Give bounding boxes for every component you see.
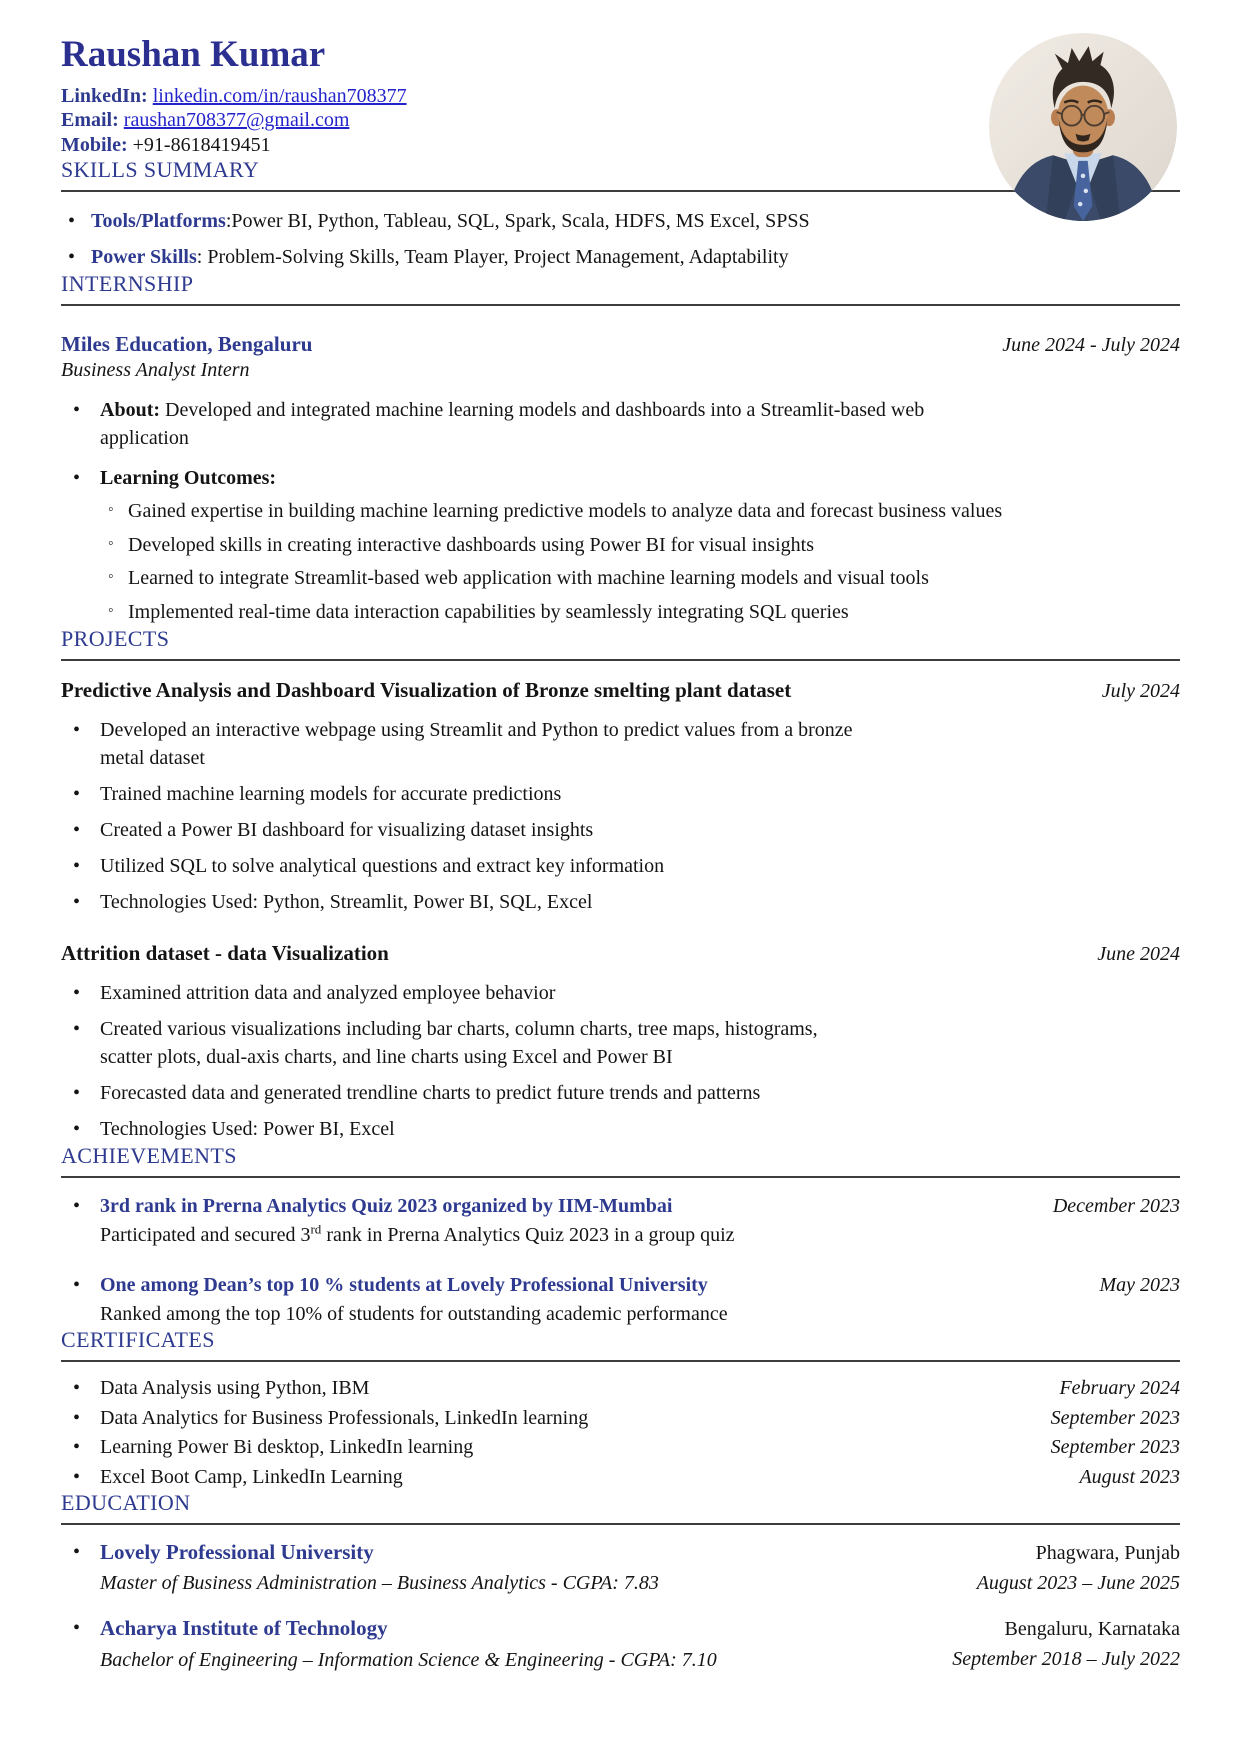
education-2-right [952, 1615, 1180, 1673]
achievement-1-desc-pre: Participated and secured 3 [100, 1223, 311, 1246]
education-item [61, 1538, 1180, 1597]
internship-outcomes-label: Learning Outcomes: [100, 467, 277, 490]
skills-item-power [61, 243, 1180, 271]
internship-about [61, 396, 1180, 452]
outcome-item: ◦ Learned to integrate Streamlit-based web application with machine learning models and visual tools [61, 564, 1180, 592]
education-2-degree: Bachelor of Engineering – Information Science & Engineering - CGPA: 7.10 [100, 1648, 717, 1671]
section-heading-certificates: CERTIFICATES [61, 1326, 215, 1352]
certificate-item [61, 1376, 1180, 1401]
achievement-2-header-row [100, 1271, 1180, 1299]
achievement-2-description [100, 1301, 1180, 1327]
project-1-header-row [61, 678, 1180, 703]
education-1-location: Phagwara, Punjab [1035, 1542, 1180, 1565]
certificate-3-date: September 2023 [1050, 1436, 1180, 1459]
section-divider-achievements [61, 1176, 1180, 1178]
certificate-1-date: February 2024 [1059, 1376, 1180, 1399]
project-1-title: Predictive Analysis and Dashboard Visualization of Bronze smelting plant dataset [61, 677, 792, 702]
certificate-item [61, 1435, 1180, 1460]
education-1-row [100, 1538, 1180, 1597]
mobile-label: Mobile: [61, 133, 128, 156]
education-2-location: Bengaluru, Karnataka [1004, 1618, 1180, 1641]
internship-outcomes-header [61, 464, 1180, 492]
certificate-item [61, 1406, 1180, 1431]
education-1-left [100, 1538, 659, 1597]
email-label: Email: [61, 109, 119, 132]
education-1-school: • Lovely Professional University [100, 1540, 374, 1565]
project-bullet: • Forecasted data and generated trendline charts to predict future trends and patterns [61, 1079, 1180, 1107]
internship-company: Miles Education, Bengaluru [61, 332, 313, 357]
education-1-right [977, 1539, 1180, 1597]
certificate-1-name: • Data Analysis using Python, IBM [100, 1376, 370, 1399]
achievement-item [61, 1192, 1180, 1248]
skills-power-label: Power Skills [91, 246, 197, 269]
achievement-2-date: May 2023 [1099, 1273, 1180, 1296]
project-bullet: • Created various visualizations including bar charts, column charts, tree maps, histograms, scatter plots, dual-axis charts, and line charts using Excel and Power BI [61, 1015, 851, 1071]
outcome-item: ◦ Developed skills in creating interactive dashboards using Power BI for visual insights [61, 531, 1180, 559]
internship-about-text [100, 396, 955, 452]
achievement-2-title: • One among Dean’s top 10 % students at Lovely Professional University [100, 1273, 708, 1296]
outcome-item: ◦ Implemented real-time data interaction capabilities by seamlessly integrating SQL queries [61, 598, 1180, 626]
section-heading-projects: PROJECTS [61, 625, 170, 651]
project-bullet: • Examined attrition data and analyzed employee behavior [61, 979, 1180, 1007]
outcome-item: ◦ Gained expertise in building machine learning predictive models to analyze data and forecast business values [61, 497, 1180, 525]
project-1-date: July 2024 [1101, 679, 1180, 702]
internship-about-body: Developed and integrated machine learning models and dashboards into a Streamlit-based web application [100, 399, 925, 450]
project-bullet: • Technologies Used: Python, Streamlit, Power BI, SQL, Excel [61, 888, 1180, 916]
project-2-date: June 2024 [1097, 942, 1180, 965]
mobile-value: +91-8618419451 [132, 133, 271, 156]
achievement-1-title: • 3rd rank in Prerna Analytics Quiz 2023 organized by IIM-Mumbai [100, 1194, 673, 1217]
linkedin-label: LinkedIn: [61, 84, 148, 107]
internship-role: Business Analyst Intern [61, 359, 250, 382]
section-divider-skills [61, 190, 1180, 192]
achievement-item [61, 1271, 1180, 1327]
education-item [61, 1614, 1180, 1673]
section-divider-education [61, 1523, 1180, 1525]
project-2-header-row [61, 941, 1180, 966]
internship-about-label: About: [100, 399, 161, 422]
skills-tools-text: :Power BI, Python, Tableau, SQL, Spark, Scala, HDFS, MS Excel, SPSS [225, 210, 810, 233]
skills-item-tools [61, 207, 1180, 235]
skills-power-text: : Problem-Solving Skills, Team Player, Project Management, Adaptability [196, 246, 789, 269]
education-1-date: August 2023 – June 2025 [976, 1572, 1180, 1595]
project-bullet: • Technologies Used: Power BI, Excel [61, 1115, 1180, 1143]
section-heading-education: EDUCATION [61, 1490, 191, 1516]
section-divider-certificates [61, 1360, 1180, 1362]
skills-tools-label: Tools/Platforms [91, 210, 226, 233]
certificate-3-name: • Learning Power Bi desktop, LinkedIn learning [100, 1436, 474, 1459]
section-heading-achievements: ACHIEVEMENTS [61, 1142, 237, 1168]
project-bullet: • Utilized SQL to solve analytical questions and extract key information [61, 852, 1180, 880]
section-heading-internship: INTERNSHIP [61, 271, 194, 297]
certificate-item [61, 1465, 1180, 1490]
education-1-degree: Master of Business Administration – Business Analytics - CGPA: 7.83 [100, 1572, 659, 1595]
section-divider-internship [61, 304, 1180, 306]
achievement-1-desc-sup: rd [310, 1221, 322, 1237]
achievement-1-header-row [100, 1192, 1180, 1220]
achievement-2-desc-pre: Ranked among the top 10% of students for outstanding academic performance [100, 1302, 728, 1325]
project-bullet: • Trained machine learning models for accurate predictions [61, 780, 1180, 808]
achievement-1-description [100, 1222, 1180, 1248]
achievement-1-date: December 2023 [1052, 1194, 1180, 1217]
profile-photo [989, 33, 1177, 221]
project-bullet: • Created a Power BI dashboard for visualizing dataset insights [61, 816, 1180, 844]
education-2-row [100, 1614, 1180, 1673]
email-link[interactable]: raushan708377@gmail.com [123, 109, 350, 132]
section-divider-projects [61, 659, 1180, 661]
education-2-school: • Acharya Institute of Technology [100, 1616, 388, 1641]
internship-date: June 2024 - July 2024 [1002, 334, 1180, 357]
section-heading-skills: SKILLS SUMMARY [61, 157, 260, 183]
project-2-title: Attrition dataset - data Visualization [61, 940, 389, 965]
education-2-date: September 2018 – July 2022 [952, 1648, 1180, 1671]
internship-header-row [61, 332, 1180, 357]
certificate-4-name: • Excel Boot Camp, LinkedIn Learning [100, 1466, 403, 1489]
candidate-name: Raushan Kumar [61, 34, 326, 75]
profile-photo-image [989, 33, 1177, 221]
certificate-2-name: • Data Analytics for Business Professionals, LinkedIn learning [100, 1406, 589, 1429]
certificate-4-date: August 2023 [1079, 1466, 1180, 1489]
education-2-left [100, 1614, 717, 1673]
project-bullet: • Developed an interactive webpage using Streamlit and Python to predict values from a bronze metal dataset [61, 716, 861, 772]
certificate-2-date: September 2023 [1050, 1406, 1180, 1429]
achievement-1-desc-post: rank in Prerna Analytics Quiz 2023 in a group quiz [321, 1223, 735, 1246]
linkedin-link[interactable]: linkedin.com/in/raushan708377 [152, 84, 407, 107]
